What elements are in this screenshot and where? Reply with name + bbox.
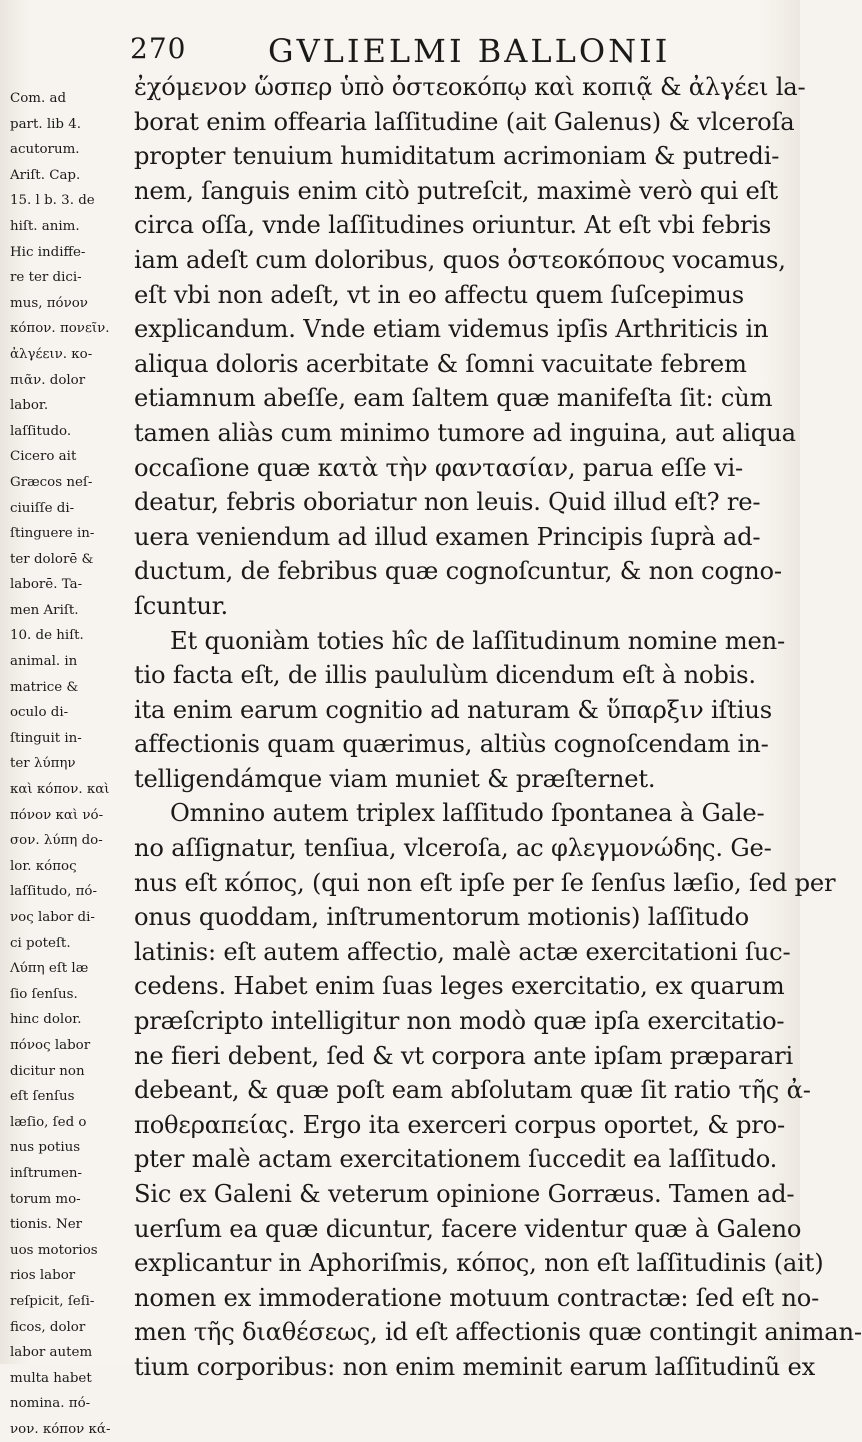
text-line: onus quoddam, inſtrumentorum motionis) laſſitudo (134, 903, 750, 932)
margin-note-line: σον. λύπη do- (10, 833, 103, 849)
paragraph-start-line: Et quoniàm toties hîc de laſſitudinum nomine men- (170, 626, 785, 655)
text-line: eſt vbi non adeſt, vt in eo affectu quem ſuſcepimus (134, 280, 745, 309)
text-line: cedens. Habet enim ſuas leges exercitatio, ex quarum (134, 972, 785, 1001)
margin-note-line: nus potius (10, 1140, 81, 1156)
margin-note-line: re ter dici- (10, 270, 82, 286)
margin-note-line: ciuiſſe di- (10, 500, 75, 516)
text-line: tium corporibus: non enim meminit earum laſſitudinũ ex (134, 1352, 816, 1381)
margin-note-line: ſtinguere in- (10, 526, 95, 542)
margin-note-line: lor. κόπος (10, 858, 77, 874)
text-line: borat enim offearia laſſitudine (ait Galenus) & vlceroſa (134, 107, 795, 136)
text-line: ita enim earum cognitio ad naturam & ὕπαρξιν iſtius (134, 695, 772, 724)
page-number: 270 (130, 32, 187, 65)
margin-note-line: ἀλγέειν. κο- (10, 346, 93, 362)
margin-note-line: acutorum. (10, 142, 80, 158)
text-line: iam adeſt cum doloribus, quos ὀστεοκόπους vocamus, (134, 245, 786, 274)
margin-note-line: Ariſt. Cap. (10, 167, 81, 183)
text-line: ductum, de febribus quæ cognoſcuntur, & non cogno- (134, 557, 782, 586)
margin-note-line: Λύπη eſt læ (10, 961, 89, 977)
margin-note-line: læſio, ſed o (10, 1114, 87, 1130)
margin-note-line: Hic indiffe- (10, 244, 86, 260)
margin-note-line: πόνος labor (10, 1037, 91, 1053)
margin-note-line: dicitur non (10, 1063, 85, 1079)
margin-note-line: hinc dolor. (10, 1012, 82, 1028)
text-line: affectionis quam quærimus, altiùs cognoſcendam in- (134, 730, 769, 759)
text-line: no aſſignatur, tenſiua, vlceroſa, ac φλεγμονώδης. Ge- (134, 834, 772, 863)
margin-note-line: Com. ad (10, 91, 67, 106)
margin-notes (10, 86, 134, 1442)
text-line: debeant, & quæ poſt eam abſolutam quæ ſit ratio τῆς ἀ- (134, 1076, 811, 1105)
margin-note-line: νος labor di- (10, 910, 95, 925)
text-line: ποθεραπείας. Ergo ita exerceri corpus oportet, & pro- (134, 1110, 786, 1139)
margin-note-line: ter dolorē & (10, 551, 94, 567)
margin-note-line: νον. κόπον κά- (10, 1421, 111, 1437)
text-line: etiamnum abeſſe, eam ſaltem quæ manifeſta ſit: cùm (134, 384, 773, 413)
text-line: men τῆς διαθέσεως, id eſt affectionis quæ contingit animan- (134, 1318, 862, 1347)
text-line: circa oſſa, vnde laſſitudines oriuntur. At eſt vbi febris (134, 211, 772, 240)
margin-note-line: rios labor (10, 1268, 76, 1284)
text-line: pter malè actam exercitationem ſuccedit ea laſſitudo. (134, 1145, 778, 1174)
margin-note-line: inſtrumen- (10, 1165, 83, 1181)
margin-note-line: reſpicit, ſeſi- (10, 1293, 95, 1309)
text-line: latinis: eſt autem affectio, malè actæ exercitationi ſuc- (134, 937, 791, 966)
text-line: occaſione quæ κατὰ τὴν φαντασίαν, parua eſſe vi- (134, 453, 743, 482)
text-line: tio facta eſt, de illis paululùm dicendum eſt à nobis. (134, 661, 756, 690)
margin-note-line: mus, πόνον (10, 295, 88, 311)
margin-note-line: torum mo- (10, 1191, 81, 1207)
margin-note-line: uos motorios (10, 1242, 98, 1258)
margin-note-line: καὶ κόπον. καὶ (10, 782, 110, 798)
text-line: ne fieri debent, ſed & vt corpora ante ipſam præparari (134, 1041, 794, 1070)
margin-note-line: nomina. πό- (10, 1396, 91, 1412)
margin-note-line: oculo di- (10, 705, 69, 721)
margin-note-line: 15. l b. 3. de (10, 193, 95, 209)
margin-note-line: πόνον καὶ νό- (10, 807, 104, 823)
text-line: explicantur in Aphoriſmis, κόπος, non eſt laſſitudinis (ait) (134, 1249, 824, 1278)
text-line: explicandum. Vnde etiam videmus ipſis Arthriticis in (134, 315, 769, 344)
margin-note-line: ficos, dolor (10, 1319, 86, 1335)
text-line: uerſum ea quæ dicuntur, facere videntur quæ à Galeno (134, 1214, 802, 1243)
text-line: ſcuntur. (134, 591, 228, 620)
text-line: nus eſt κόπος, (qui non eſt ipſe per ſe ſenſus læſio, ſed per (134, 868, 836, 897)
margin-note-line: πιᾶν. dolor (10, 372, 86, 388)
text-line: ἐχόμενον ὥσπερ ὑπὸ ὀστεοκόπῳ καὶ κοπιᾷ & ἀλγέει la- (134, 73, 806, 101)
text-line: Sic ex Galeni & veterum opinione Gorræus. Tamen ad- (134, 1180, 795, 1208)
margin-note-line: Græcos neſ- (10, 474, 93, 490)
main-text (134, 70, 862, 1385)
margin-note-line: animal. in (10, 654, 78, 670)
text-line: telligendámque viam muniet & præſternet. (134, 764, 656, 793)
text-line: propter tenuium humiditatum acrimoniam & putredi- (134, 142, 780, 171)
text-line: deatur, febris oboriatur non leuis. Quid illud eſt? re- (134, 488, 761, 517)
text-line: uera veniendum ad illud examen Principis ſuprà ad- (134, 522, 761, 551)
margin-note-line: laſſitudo, πό- (10, 884, 97, 900)
margin-note-line: tionis. Ner (10, 1217, 83, 1233)
margin-note-line: laborē. Ta- (10, 577, 83, 593)
margin-note-line: ci poteſt. (10, 935, 71, 951)
page-header (0, 32, 800, 74)
margin-note-line: matrice & (10, 679, 79, 695)
text-line: præſcripto intelligitur non modò quæ ipſa exercitatio- (134, 1007, 785, 1036)
margin-note-line: men Ariſt. (10, 602, 79, 618)
margin-note-line: 10. de hiſt. (10, 628, 84, 644)
margin-note-line: multa habet (10, 1370, 92, 1386)
margin-note-line: κόπον. πονεῖν. (10, 321, 110, 337)
paragraph-start-line: Omnino autem triplex laſſitudo ſpontanea à Gale- (170, 799, 765, 828)
margin-note-line: part. lib 4. (10, 116, 82, 132)
margin-note-line: ſtinguit in- (10, 730, 82, 746)
text-line: nem, ſanguis enim citò putreſcit, maximè verò qui eſt (134, 176, 778, 205)
margin-note-line: eſt ſenſus (10, 1089, 75, 1105)
margin-note-line: laſſitudo. (10, 423, 72, 439)
margin-note-line: ſio ſenſus. (10, 986, 78, 1002)
text-line: nomen ex immoderatione motuum contractæ: ſed eſt no- (134, 1283, 820, 1312)
margin-note-line: hiſt. anim. (10, 218, 80, 234)
text-line: tamen aliàs cum minimo tumore ad inguina, aut aliqua (134, 418, 796, 447)
running-title: GVLIELMI BALLONII (268, 32, 671, 70)
margin-note-line: ter λύπην (10, 756, 76, 772)
margin-note-line: labor. (10, 398, 49, 414)
margin-note-line: labor autem (10, 1345, 93, 1361)
text-line: aliqua doloris acerbitate & ſomni vacuitate febrem (134, 349, 747, 378)
margin-note-line: Cicero ait (10, 449, 77, 465)
